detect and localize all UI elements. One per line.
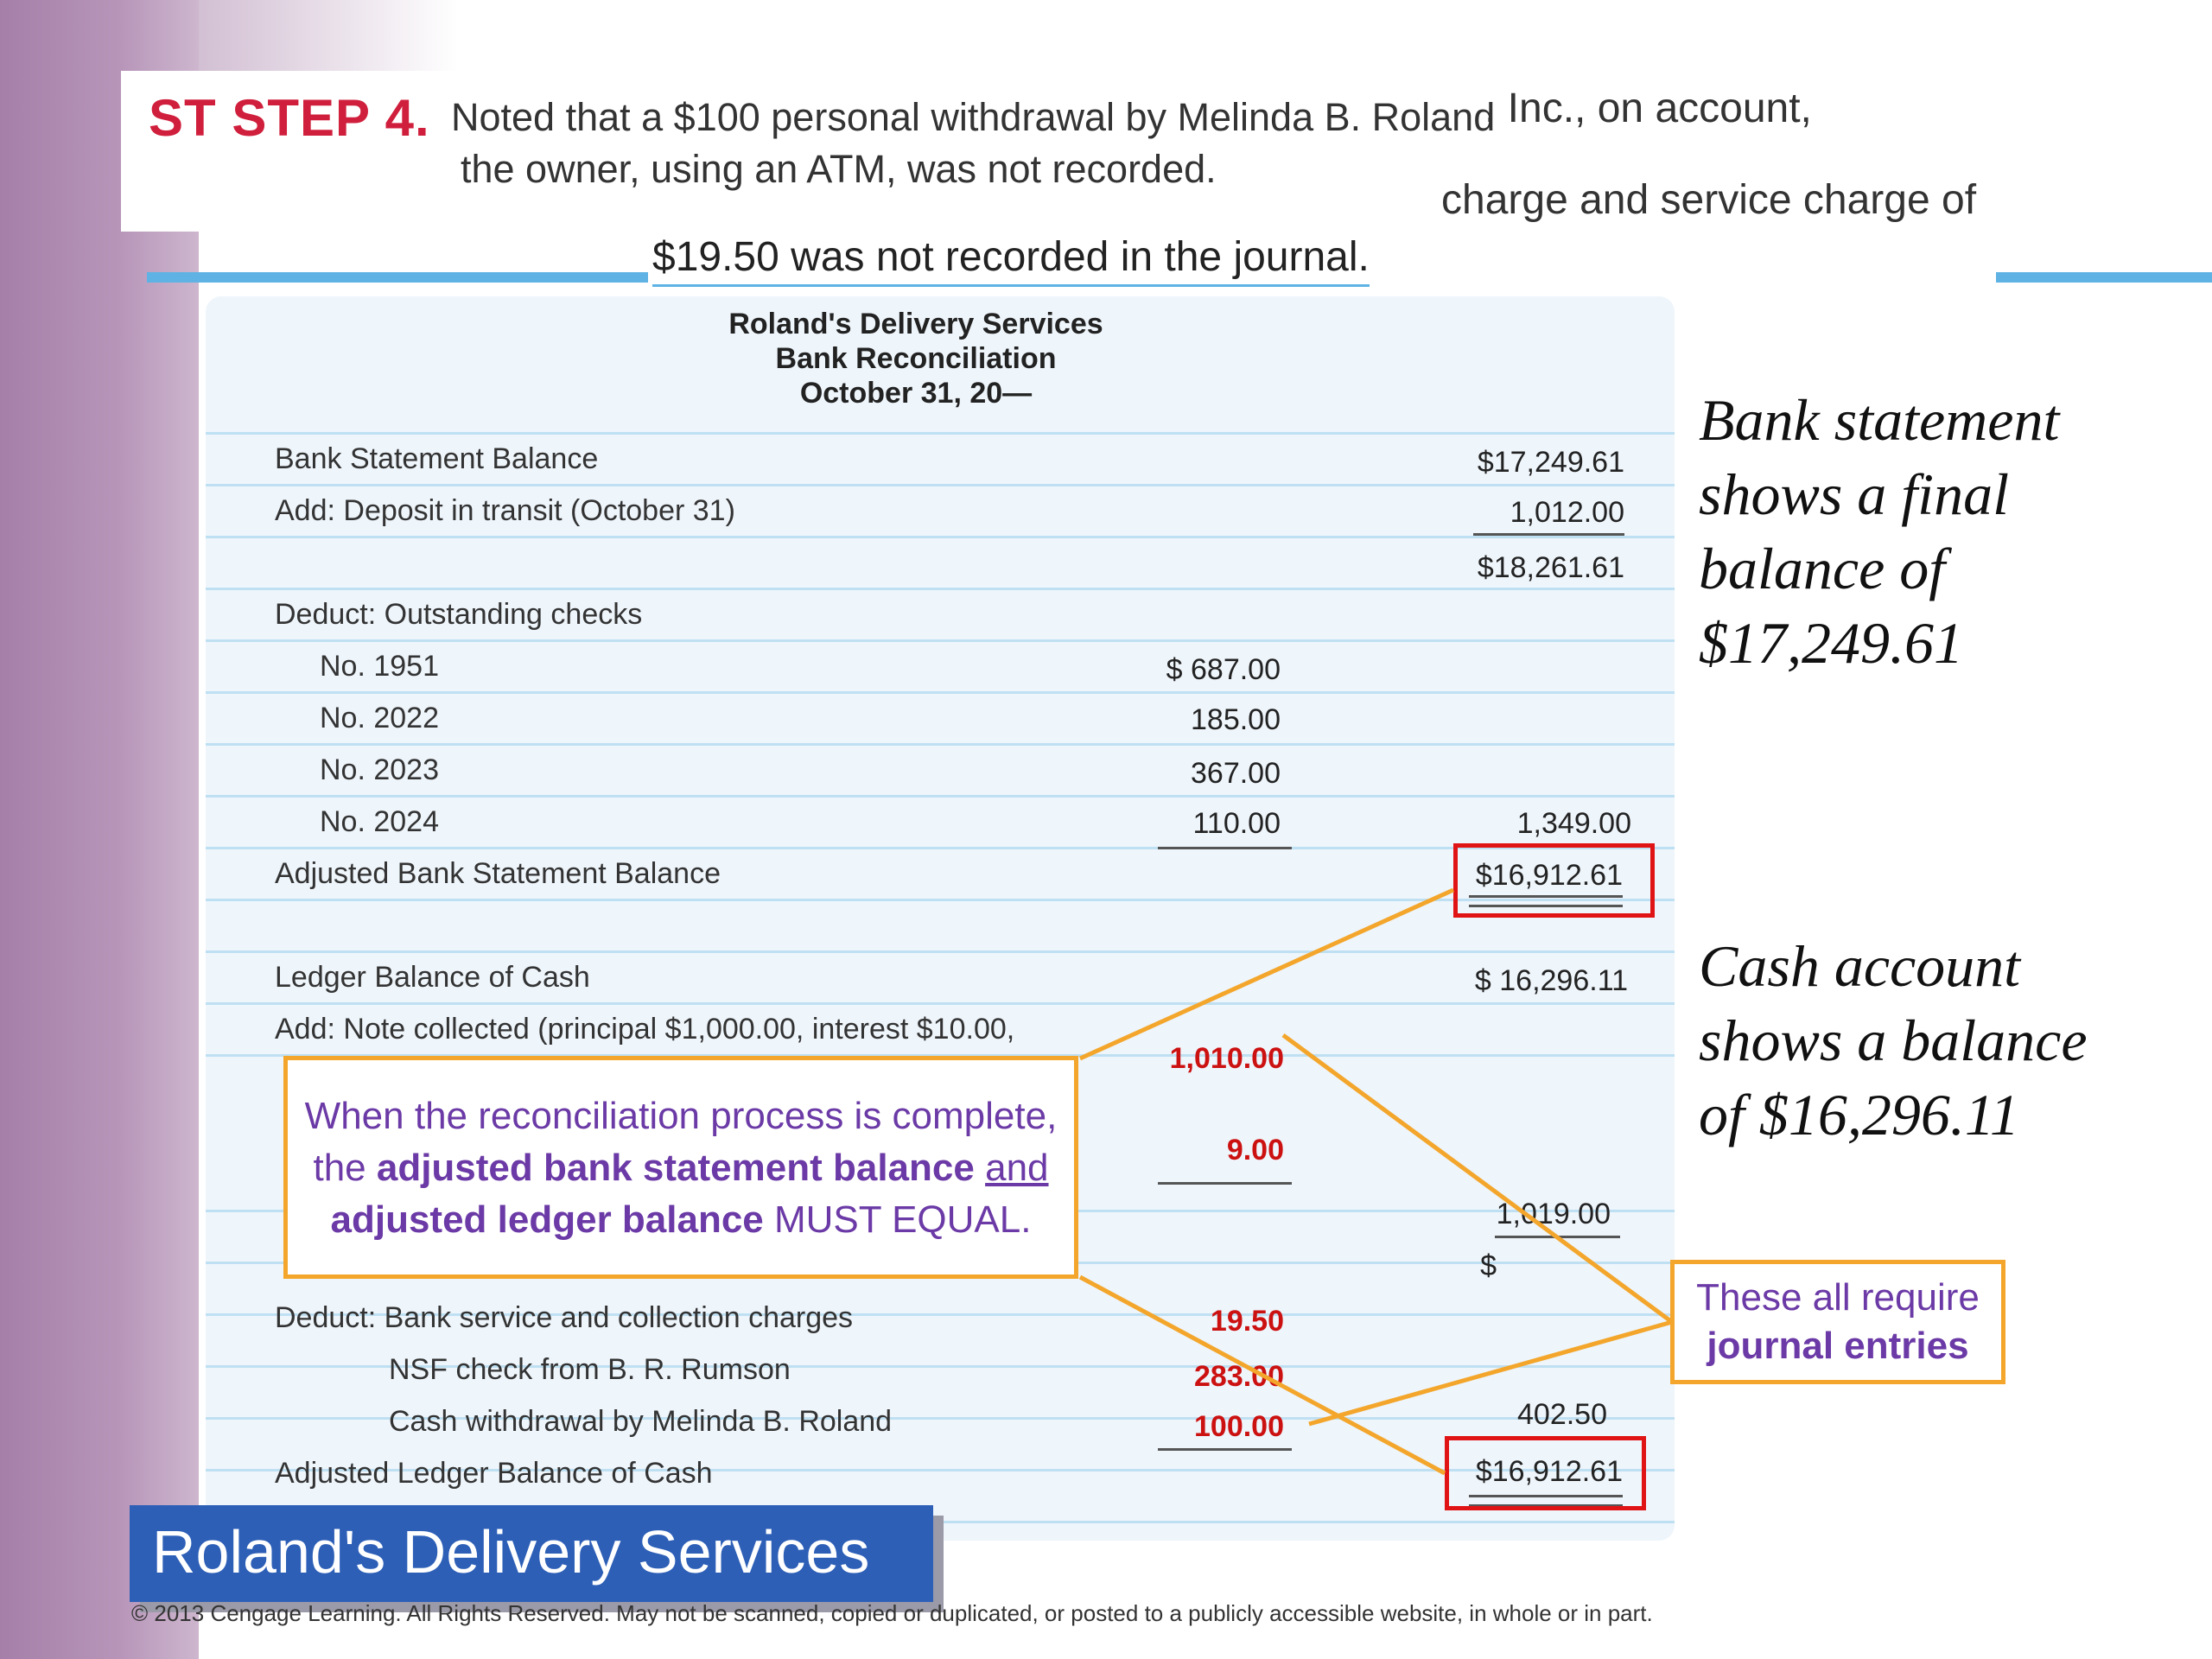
ledger-balance-amount: $ 16,296.11: [1474, 964, 1628, 997]
bank-callout-line: shows a final: [1699, 461, 2009, 527]
banner-title: Roland's Delivery Services: [152, 1518, 870, 1586]
step-line-4: $19.50 was not recorded in the journal.: [652, 233, 1370, 287]
bank-statement-balance-label: Bank Statement Balance: [275, 442, 599, 475]
company-banner: [130, 1505, 933, 1602]
bank-statement-balance-amount: $17,249.61: [1477, 446, 1624, 479]
bank-callout-line: $17,249.61: [1699, 610, 1963, 676]
check-1951-amount: $ 687.00: [1166, 653, 1281, 686]
deduct-total-amount: 402.50: [1517, 1398, 1607, 1431]
must-equal-the: the: [313, 1147, 377, 1189]
adjusted-bank-balance-label: Adjusted Bank Statement Balance: [275, 857, 721, 890]
cash-account-callout: [1699, 929, 2088, 1152]
deposit-in-transit-label: Add: Deposit in transit (October 31): [275, 494, 735, 527]
cash-callout-line: shows a balance: [1699, 1007, 2088, 1073]
bank-callout-line: balance of: [1699, 536, 1946, 601]
step-line-1-tail: , Inc., on account,: [1484, 86, 1812, 131]
check-2024-amount: 110.00: [1192, 807, 1281, 840]
step-label: ST STEP 4.: [149, 89, 430, 147]
must-equal-text: [285, 1090, 1077, 1246]
add-total-amount: 1,019.00: [1496, 1198, 1611, 1230]
check-2024-label: No. 2024: [320, 805, 439, 838]
ledger-balance-label: Ledger Balance of Cash: [275, 961, 590, 994]
step-line-1: Noted that a $100 personal withdrawal by Melinda B. Roland: [451, 95, 1496, 139]
nsf-check-label: NSF check from B. R. Rumson: [389, 1353, 791, 1386]
bank-statement-callout: [1699, 383, 2059, 680]
nsf-check-amount: 283.00: [1194, 1360, 1284, 1393]
line-journal-note: [1283, 1035, 1672, 1322]
check-1951-label: No. 1951: [320, 650, 439, 683]
journal-line2: journal entries: [1707, 1325, 1969, 1367]
note-collected-amount: 1,010.00: [1169, 1042, 1284, 1075]
cash-withdrawal-label: Cash withdrawal by Melinda B. Roland: [389, 1405, 893, 1438]
line-to-adjusted-ledger: [1080, 1277, 1445, 1473]
adjusted-ledger-balance-label: Adjusted Ledger Balance of Cash: [275, 1457, 713, 1490]
must-equal-adjusted-bank: adjusted bank statement balance: [376, 1147, 975, 1189]
must-equal-line1: When the reconciliation process is complete,: [304, 1095, 1058, 1137]
bank-charges-label: Deduct: Bank service and collection charges: [275, 1301, 854, 1334]
step-line-3: charge and service charge of: [1441, 177, 1977, 223]
recon-title-date: October 31, 20—: [799, 377, 1033, 410]
adjusted-bank-balance-amount: $16,912.61: [1475, 859, 1623, 892]
check-2022-amount: 185.00: [1191, 703, 1281, 736]
check-2022-label: No. 2022: [320, 702, 439, 734]
bank-charges-amount: 19.50: [1210, 1305, 1284, 1338]
cash-callout-line: of $16,296.11: [1699, 1082, 2019, 1147]
outstanding-checks-total: 1,349.00: [1516, 807, 1631, 840]
recon-title-doc: Bank Reconciliation: [775, 342, 1057, 375]
line-to-adjusted-bank: [1080, 890, 1453, 1058]
outstanding-checks-header: Deduct: Outstanding checks: [275, 598, 643, 631]
deposit-in-transit-amount: 1,012.00: [1510, 496, 1624, 529]
line-journal-withdrawal: [1309, 1322, 1672, 1424]
adjusted-ledger-balance-amount: $16,912.61: [1475, 1455, 1623, 1488]
bank-subtotal: $18,261.61: [1477, 551, 1624, 584]
must-equal-suffix: MUST EQUAL.: [763, 1198, 1032, 1241]
check-2023-amount: 367.00: [1191, 757, 1281, 790]
bank-callout-line: Bank statement: [1699, 387, 2060, 453]
recon-title-company: Roland's Delivery Services: [728, 308, 1103, 340]
check-2023-label: No. 2023: [320, 753, 439, 786]
note-collected-label: Add: Note collected (principal $1,000.00, interest $10.00,: [275, 1013, 1015, 1046]
journal-line1: These all require: [1696, 1276, 1980, 1319]
cash-withdrawal-amount: 100.00: [1194, 1410, 1284, 1443]
copyright-notice: © 2013 Cengage Learning. All Rights Reserved. May not be scanned, copied or duplicated, or posted to a publicly accessible website, in whole or in part.: [131, 1600, 1653, 1626]
cash-callout-line: Cash account: [1699, 933, 2021, 999]
journal-entries-text: [1672, 1274, 2004, 1370]
dollar-sign: $: [1480, 1249, 1497, 1282]
must-equal-adjusted-ledger: adjusted ledger balance: [330, 1198, 764, 1241]
interest-earned-amount: 9.00: [1226, 1134, 1284, 1166]
step-line-2: the owner, using an ATM, was not recorded.: [461, 147, 1217, 191]
must-equal-and: and: [985, 1147, 1049, 1189]
